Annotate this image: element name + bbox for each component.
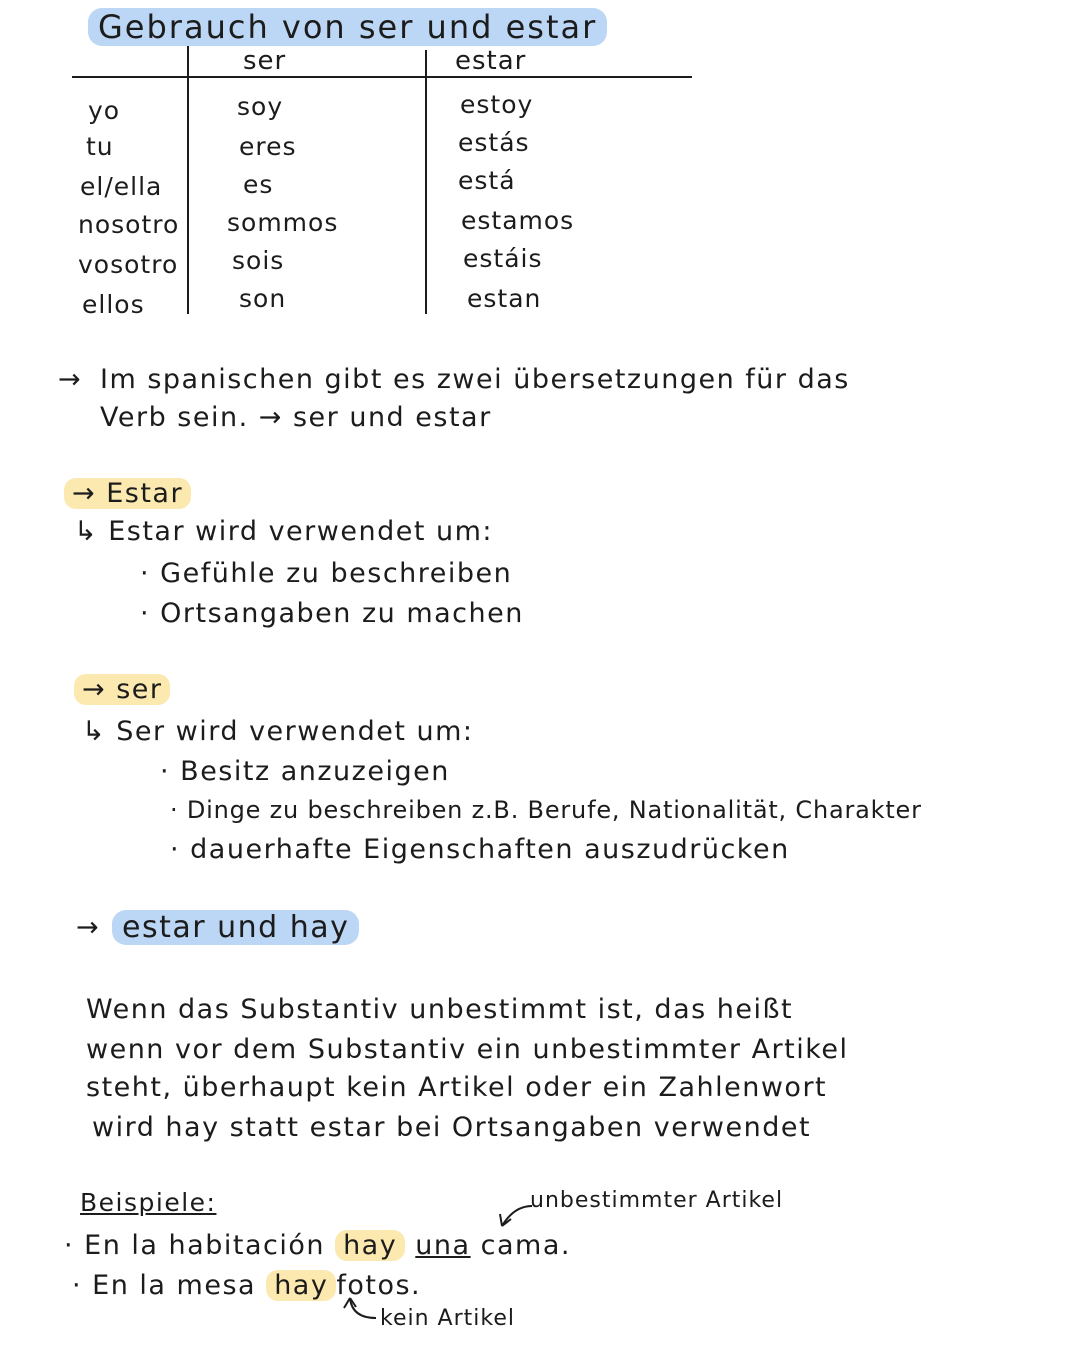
estar-subheading: ↳ Estar wird verwendet um:: [74, 516, 494, 547]
estar-heading: → Estar: [64, 478, 191, 509]
intro-arrow-icon: →: [58, 364, 83, 395]
hay-paragraph-line: Wenn das Substantiv unbestimmt ist, das heißt: [86, 994, 794, 1025]
hay-paragraph-line: wenn vor dem Substantiv ein unbestimmter Artikel: [86, 1034, 849, 1065]
note-unbestimmter-artikel: unbestimmter Artikel: [530, 1188, 784, 1213]
example-1: · En la habitación hay una cama.: [64, 1230, 571, 1261]
ser-cell: es: [243, 170, 274, 199]
ser-cell: soy: [237, 92, 284, 121]
table-divider-2: [425, 50, 427, 314]
pronoun-cell: nosotro: [78, 210, 180, 239]
annotation-arrow-icon: [340, 1292, 384, 1326]
hay-heading: estar und hay: [112, 910, 359, 945]
hay-heading-arrow-icon: →: [76, 912, 101, 943]
example-1-una: una: [415, 1230, 471, 1261]
estar-cell: estás: [458, 128, 530, 157]
hay-paragraph-line: wird hay statt estar bei Ortsangaben verwendet: [92, 1112, 812, 1143]
example-2: · En la mesa hay fotos.: [72, 1270, 422, 1301]
ser-cell: son: [239, 284, 287, 313]
intro-line-1: Im spanischen gibt es zwei übersetzungen für das: [100, 364, 850, 395]
table-header-rule: [72, 76, 692, 78]
ser-bullet: · Dinge zu beschreiben z.B. Berufe, Nationalität, Charakter: [170, 796, 922, 824]
pronoun-cell: el/ella: [80, 172, 163, 201]
ser-subheading: ↳ Ser wird verwendet um:: [82, 716, 474, 747]
estar-bullet: · Ortsangaben zu machen: [140, 598, 524, 629]
example-2-hay: hay: [266, 1270, 336, 1301]
pronoun-cell: tu: [86, 132, 114, 161]
ser-heading: → ser: [74, 674, 170, 705]
estar-cell: estan: [467, 284, 542, 313]
pronoun-cell: ellos: [82, 290, 145, 319]
pronoun-cell: yo: [88, 96, 121, 125]
estar-cell: estáis: [463, 244, 543, 273]
examples-label: Beispiele:: [80, 1188, 217, 1217]
table-header-estar: estar: [455, 46, 527, 76]
pronoun-cell: vosotro: [78, 250, 179, 279]
hay-paragraph-line: steht, überhaupt kein Artikel oder ein Zahlenwort: [86, 1072, 828, 1103]
estar-cell: estoy: [460, 90, 534, 119]
ser-bullet: · dauerhafte Eigenschaften auszudrücken: [170, 834, 790, 865]
estar-cell: está: [458, 166, 516, 195]
intro-line-2: Verb sein. → ser und estar: [100, 402, 492, 433]
ser-cell: sommos: [227, 208, 339, 237]
ser-cell: eres: [239, 132, 297, 161]
estar-bullet: · Gefühle zu beschreiben: [140, 558, 513, 589]
table-divider-1: [187, 46, 189, 314]
note-kein-artikel: kein Artikel: [380, 1306, 515, 1331]
page-title: Gebrauch von ser und estar: [88, 8, 607, 46]
ser-cell: sois: [232, 246, 285, 275]
ser-bullet: · Besitz anzuzeigen: [160, 756, 450, 787]
table-header-ser: ser: [243, 46, 287, 76]
example-1-hay: hay: [335, 1230, 405, 1261]
estar-cell: estamos: [461, 206, 575, 235]
